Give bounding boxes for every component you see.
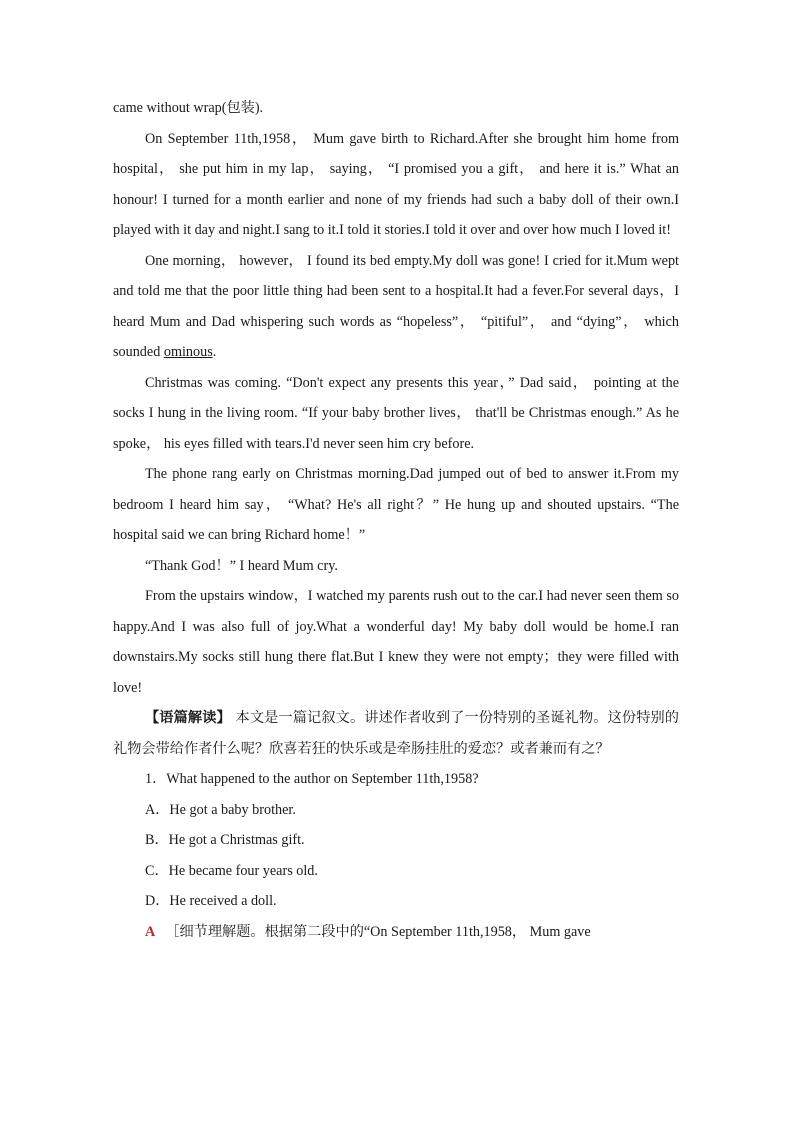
passage-paragraph-3: Christmas was coming. “Don't expect any presents this year，” Dad said， pointing at the socks I hung in the living room. “If your baby brother lives， that'll be Christmas enough.” As he spoke， his eyes filled with tears.I'd never seen him cry before. xyxy=(113,374,679,452)
answer-explanation xyxy=(113,917,679,948)
answer-letter: A xyxy=(145,923,156,940)
option-c: C．He became four years old. xyxy=(145,862,318,879)
underlined-word: ominous xyxy=(163,344,213,360)
passage-paragraph-0: came without wrap(包装). xyxy=(113,100,264,116)
passage-paragraph-6: From the upstairs window，I watched my parents rush out to the car.I had never seen them so happy.And I was also full of joy.What a wonderful day! My baby doll would be home.I ran downstairs.My socks still hung there flat.But I knew they were not empty；they were filled with love! xyxy=(113,588,679,696)
passage-paragraph-1: On September 11th,1958， Mum gave birth to Richard.After she brought him home from hospital， she put him in my lap， saying， “I promised you a gift， and here it is.” What an honour! I turned for a month earlier and none of my friends had such a baby doll of their own.I played with it day and night.I sang to it.I told it stories.I told it over and over how much I loved it! xyxy=(113,130,679,238)
option-a: A．He got a baby brother. xyxy=(145,801,296,818)
question-stem: 1．What happened to the author on September 11th,1958? xyxy=(145,771,479,787)
passage-analysis xyxy=(113,703,679,764)
option-b: B．He got a Christmas gift. xyxy=(145,832,305,848)
passage-paragraph-5: “Thank God！” I heard Mum cry. xyxy=(145,557,338,574)
analysis-label: 【语篇解读】 xyxy=(145,710,231,726)
analysis-text: 本文是一篇记叙文。讲述作者收到了一份特别的圣诞礼物。这份特别的礼物会带给作者什么呢？欣喜若狂的快乐或是牵肠挂肚的爱恋？或者兼而有之？ xyxy=(113,710,679,757)
passage-paragraph-4: The phone rang early on Christmas morning.Dad jumped out of bed to answer it.From my bedroom I heard him say， “What? He's all right？” He hung up and shouted upstairs. “The hospital said we can bring Richard home！” xyxy=(113,466,679,543)
option-d: D．He received a doll. xyxy=(145,893,277,909)
passage-paragraph-2 xyxy=(113,246,679,368)
answer-text: ［细节理解题。根据第二段中的“On September 11th,1958， Mum gave xyxy=(165,923,591,940)
passage-paragraph-2-text: One morning， however， I found its bed empty.My doll was gone! I cried for it.Mum wept and told me that the poor little thing had been sent to a hospital.It had a fever.For several days，I heard Mum and Dad whispering such words as “hopeless”， “pitiful”， and “dying”， which sounded xyxy=(113,252,679,360)
passage-paragraph-2-end: . xyxy=(212,344,217,360)
document-page xyxy=(113,93,679,947)
